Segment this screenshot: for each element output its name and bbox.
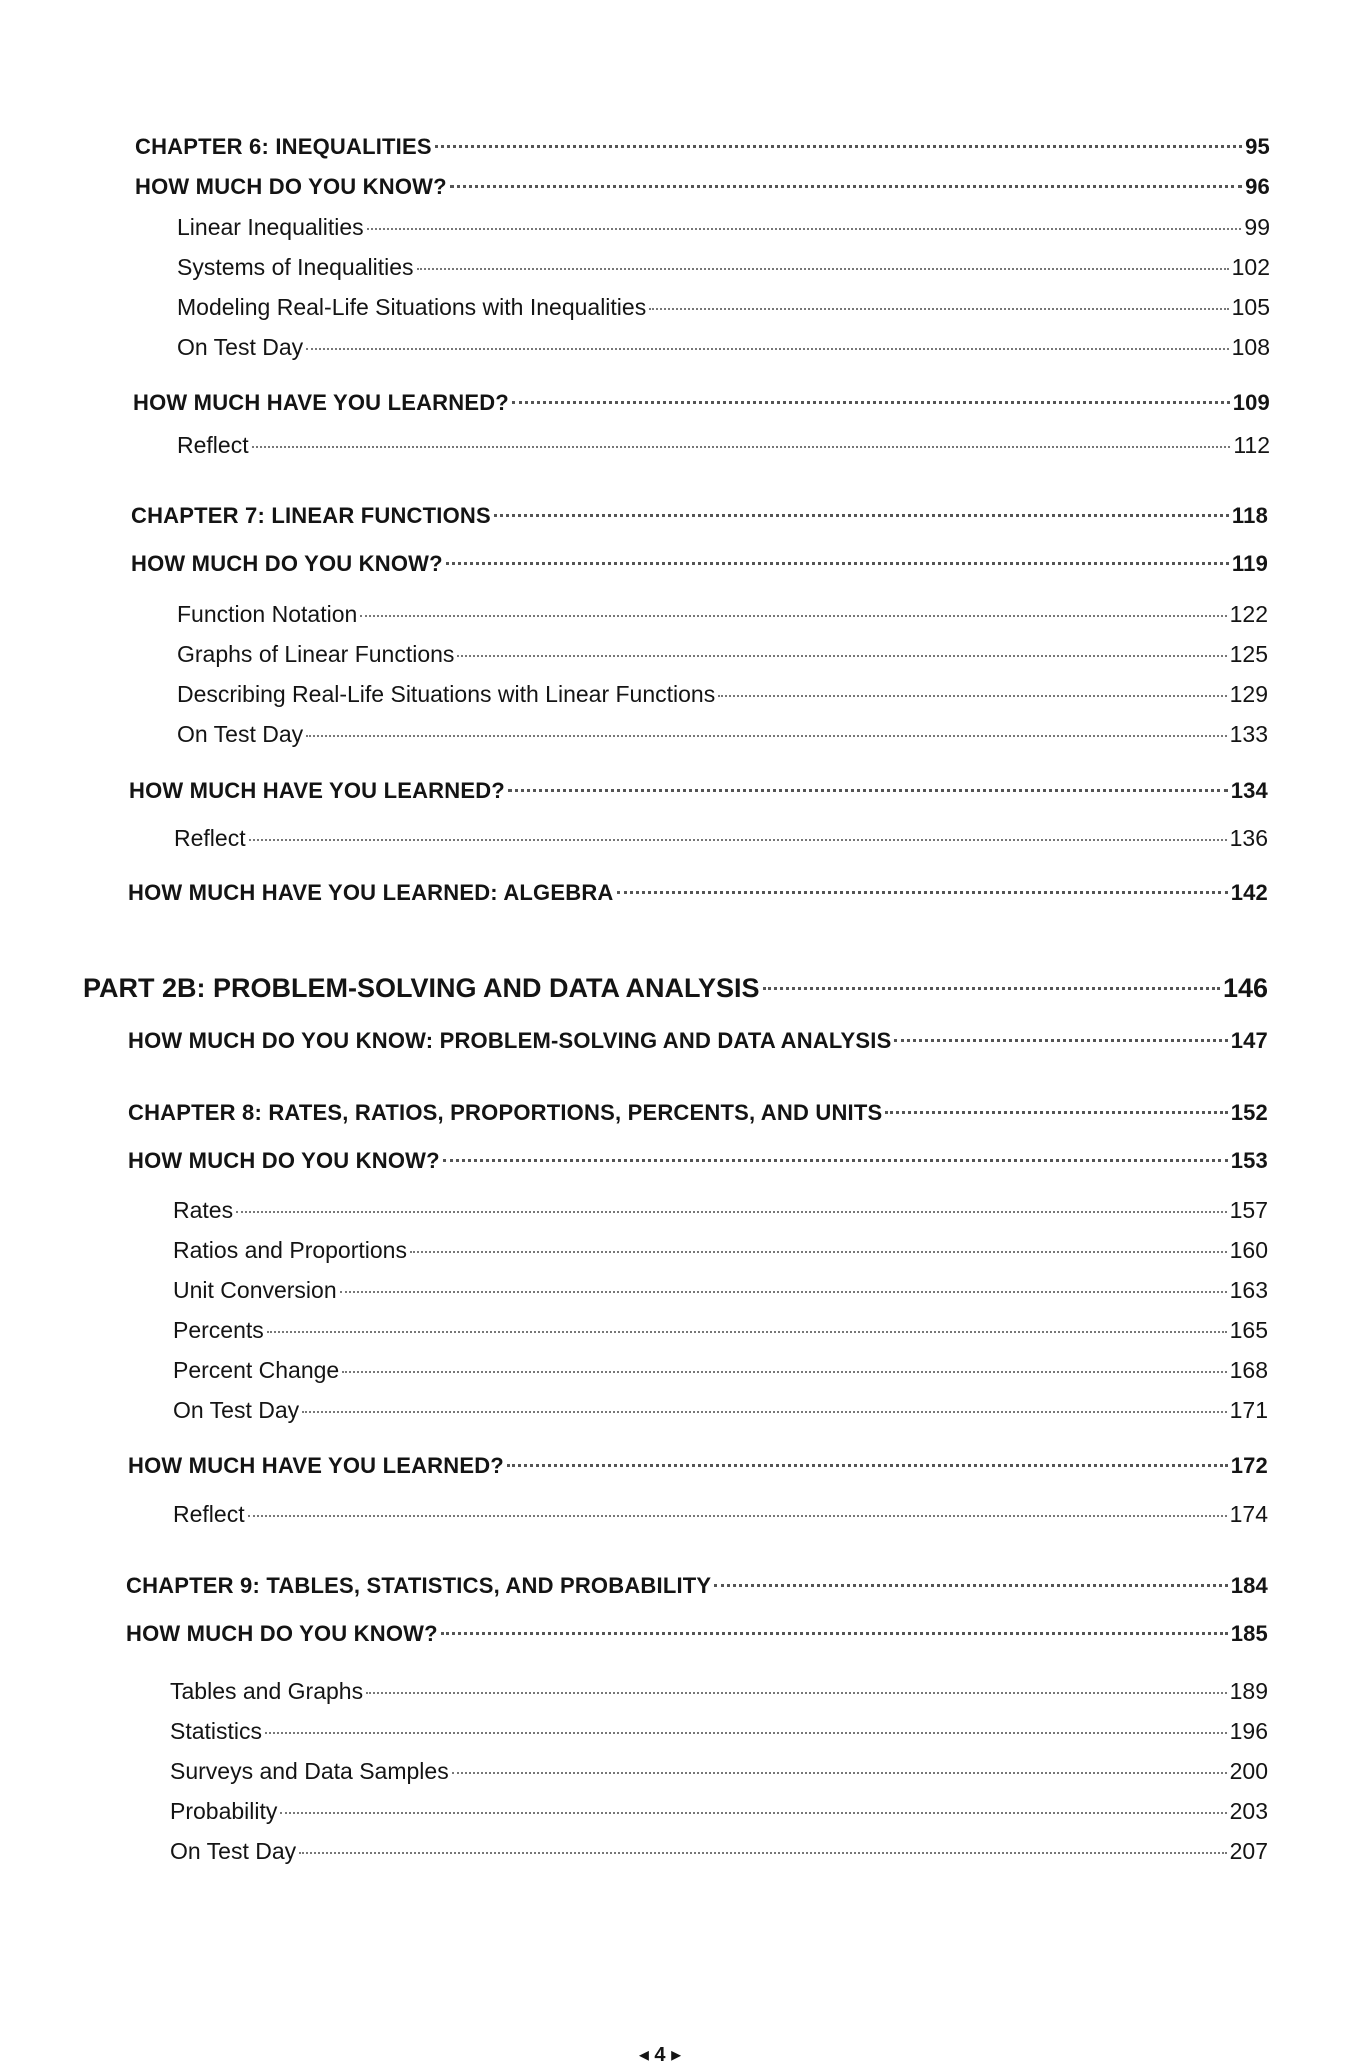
toc-entry-title: HOW MUCH DO YOU KNOW? — [131, 551, 443, 576]
toc-entry-page: 125 — [1229, 641, 1268, 667]
toc-entry-page: 147 — [1230, 1028, 1268, 1053]
toc-subentry — [173, 1397, 1268, 1424]
toc-heading — [126, 1573, 1268, 1599]
dot-leader — [714, 1584, 1227, 1587]
toc-entry-page: 184 — [1230, 1573, 1268, 1598]
toc-entry-title: Unit Conversion — [173, 1277, 337, 1303]
toc-entry-title: HOW MUCH HAVE YOU LEARNED? — [128, 1453, 504, 1478]
toc-heading — [129, 778, 1268, 804]
toc-entry-page: 165 — [1229, 1317, 1268, 1343]
toc-entry-title: On Test Day — [170, 1838, 297, 1864]
toc-entry-page: 163 — [1229, 1277, 1268, 1303]
toc-entry-page: 122 — [1229, 601, 1268, 627]
dot-leader — [443, 1159, 1228, 1162]
dot-leader — [452, 1772, 1227, 1774]
toc-subentry — [173, 1237, 1268, 1264]
toc-entry-title: On Test Day — [177, 334, 304, 360]
toc-entry-title: HOW MUCH DO YOU KNOW? — [126, 1621, 438, 1646]
toc-entry-title: Reflect — [174, 825, 246, 851]
toc-entry-title: Statistics — [170, 1718, 263, 1744]
toc-entry-title: HOW MUCH DO YOU KNOW? — [128, 1148, 440, 1173]
dot-leader — [367, 228, 1242, 230]
toc-entry-page: 168 — [1229, 1357, 1268, 1383]
toc-entry-page: 109 — [1232, 390, 1270, 415]
toc-subentry — [170, 1678, 1268, 1705]
toc-subentry — [173, 1317, 1268, 1344]
dot-leader — [306, 735, 1226, 737]
toc-entry-title: Function Notation — [177, 601, 358, 627]
toc-entry-title: HOW MUCH DO YOU KNOW? — [135, 174, 447, 199]
toc-entry-title: Describing Real-Life Situations with Linear Functions — [177, 681, 716, 707]
toc-heading — [135, 174, 1270, 200]
toc-entry-title: HOW MUCH HAVE YOU LEARNED? — [129, 778, 505, 803]
toc-entry-page: 99 — [1244, 214, 1270, 240]
toc-part-heading — [83, 973, 1268, 1004]
toc-entry-page: 95 — [1245, 134, 1270, 159]
toc-entry-title: On Test Day — [177, 721, 304, 747]
toc-subentry — [177, 214, 1270, 241]
dot-leader — [265, 1732, 1227, 1734]
toc-subentry — [177, 641, 1268, 668]
toc-entry-page: 105 — [1231, 294, 1270, 320]
toc-subentry — [170, 1798, 1268, 1825]
toc-subentry — [170, 1718, 1268, 1745]
toc-heading — [128, 1028, 1268, 1054]
toc-heading — [135, 134, 1270, 160]
toc-heading — [131, 551, 1268, 577]
toc-entry-title: Ratios and Proportions — [173, 1237, 407, 1263]
toc-heading — [131, 503, 1268, 529]
toc-entry-page: 171 — [1229, 1397, 1268, 1423]
toc-entry-page: 174 — [1229, 1501, 1268, 1527]
dot-leader — [267, 1331, 1227, 1333]
toc-subentry — [177, 254, 1270, 281]
toc-entry-page: 185 — [1230, 1621, 1268, 1646]
dot-leader — [885, 1111, 1227, 1114]
dot-leader — [718, 695, 1226, 697]
dot-leader — [360, 615, 1226, 617]
toc-entry-page: 134 — [1230, 778, 1268, 803]
toc-heading — [128, 1148, 1268, 1174]
toc-entry-page: 96 — [1245, 174, 1270, 199]
toc-entry-page: 133 — [1229, 721, 1268, 747]
dot-leader — [299, 1852, 1226, 1854]
toc-heading — [128, 880, 1268, 906]
toc-entry-page: 160 — [1229, 1237, 1268, 1263]
toc-entry-page: 129 — [1229, 681, 1268, 707]
toc-entry-title: Systems of Inequalities — [177, 254, 414, 280]
dot-leader — [280, 1812, 1226, 1814]
toc-entry-page: 157 — [1229, 1197, 1268, 1223]
toc-heading — [128, 1453, 1268, 1479]
dot-leader — [435, 145, 1242, 148]
dot-leader — [366, 1692, 1227, 1694]
dot-leader — [252, 446, 1231, 448]
toc-entry-title: CHAPTER 7: LINEAR FUNCTIONS — [131, 503, 491, 528]
dot-leader — [342, 1371, 1226, 1373]
toc-entry-title: HOW MUCH DO YOU KNOW: PROBLEM-SOLVING AND DATA ANALYSIS — [128, 1028, 892, 1053]
dot-leader — [410, 1251, 1227, 1253]
toc-entry-title: Probability — [170, 1798, 278, 1824]
toc-entry-title: Reflect — [177, 432, 249, 458]
toc-entry-page: 189 — [1229, 1678, 1268, 1704]
toc-entry-page: 203 — [1229, 1798, 1268, 1824]
toc-subentry — [177, 432, 1270, 459]
dot-leader — [248, 1515, 1227, 1517]
dot-leader — [512, 401, 1230, 404]
toc-entry-title: Tables and Graphs — [170, 1678, 364, 1704]
toc-entry-page: 108 — [1231, 334, 1270, 360]
toc-entry-page: 207 — [1229, 1838, 1268, 1864]
toc-heading — [126, 1621, 1268, 1647]
toc-entry-page: 118 — [1231, 503, 1268, 528]
dot-leader — [649, 308, 1228, 310]
toc-subentry — [177, 601, 1268, 628]
toc-subentry — [173, 1501, 1268, 1528]
toc-subentry — [173, 1197, 1268, 1224]
toc-entry-title: CHAPTER 8: RATES, RATIOS, PROPORTIONS, PERCENTS, AND UNITS — [128, 1100, 883, 1125]
toc-subentry — [170, 1758, 1268, 1785]
page-number: ◂ 4 ▸ — [638, 2044, 682, 2066]
toc-heading — [133, 390, 1270, 416]
toc-entry-page: 142 — [1230, 880, 1268, 905]
toc-entry-title: Rates — [173, 1197, 234, 1223]
dot-leader — [441, 1632, 1228, 1635]
dot-leader — [763, 987, 1220, 990]
toc-entry-title: Surveys and Data Samples — [170, 1758, 449, 1784]
toc-entry-title: Linear Inequalities — [177, 214, 364, 240]
toc-entry-page: 102 — [1231, 254, 1270, 280]
toc-entry-page: 172 — [1230, 1453, 1268, 1478]
dot-leader — [340, 1291, 1227, 1293]
toc-entry-title: Percents — [173, 1317, 264, 1343]
toc-subentry — [177, 681, 1268, 708]
toc-subentry — [177, 721, 1268, 748]
dot-leader — [306, 348, 1228, 350]
toc-entry-title: HOW MUCH HAVE YOU LEARNED: ALGEBRA — [128, 880, 614, 905]
dot-leader — [507, 1464, 1228, 1467]
toc-entry-title: Reflect — [173, 1501, 245, 1527]
toc-entry-page: 146 — [1222, 973, 1268, 1003]
dot-leader — [494, 514, 1229, 517]
toc-subentry — [174, 825, 1268, 852]
dot-leader — [457, 655, 1226, 657]
toc-heading — [128, 1100, 1268, 1126]
toc-entry-page: 112 — [1233, 432, 1270, 458]
dot-leader — [894, 1039, 1227, 1042]
toc-entry-page: 152 — [1230, 1100, 1268, 1125]
dot-leader — [302, 1411, 1226, 1413]
toc-entry-title: CHAPTER 9: TABLES, STATISTICS, AND PROBABILITY — [126, 1573, 712, 1598]
dot-leader — [450, 185, 1242, 188]
toc-entry-title: Percent Change — [173, 1357, 340, 1383]
toc-entry-title: PART 2B: PROBLEM-SOLVING AND DATA ANALYSIS — [83, 973, 760, 1003]
dot-leader — [617, 891, 1228, 894]
dot-leader — [508, 789, 1228, 792]
toc-subentry — [173, 1277, 1268, 1304]
toc-subentry — [177, 294, 1270, 321]
dot-leader — [249, 839, 1227, 841]
toc-entry-title: Graphs of Linear Functions — [177, 641, 455, 667]
toc-subentry — [177, 334, 1270, 361]
toc-entry-page: 153 — [1230, 1148, 1268, 1173]
toc-entry-title: Modeling Real-Life Situations with Inequalities — [177, 294, 647, 320]
dot-leader — [417, 268, 1229, 270]
toc-entry-title: On Test Day — [173, 1397, 300, 1423]
toc-entry-title: HOW MUCH HAVE YOU LEARNED? — [133, 390, 509, 415]
toc-subentry — [170, 1838, 1268, 1865]
toc-entry-page: 136 — [1229, 825, 1268, 851]
toc-entry-title: CHAPTER 6: INEQUALITIES — [135, 134, 432, 159]
toc-entry-page: 200 — [1229, 1758, 1268, 1784]
toc-entry-page: 196 — [1229, 1718, 1268, 1744]
dot-leader — [446, 562, 1229, 565]
dot-leader — [236, 1211, 1227, 1213]
toc-entry-page: 119 — [1231, 551, 1268, 576]
toc-subentry — [173, 1357, 1268, 1384]
